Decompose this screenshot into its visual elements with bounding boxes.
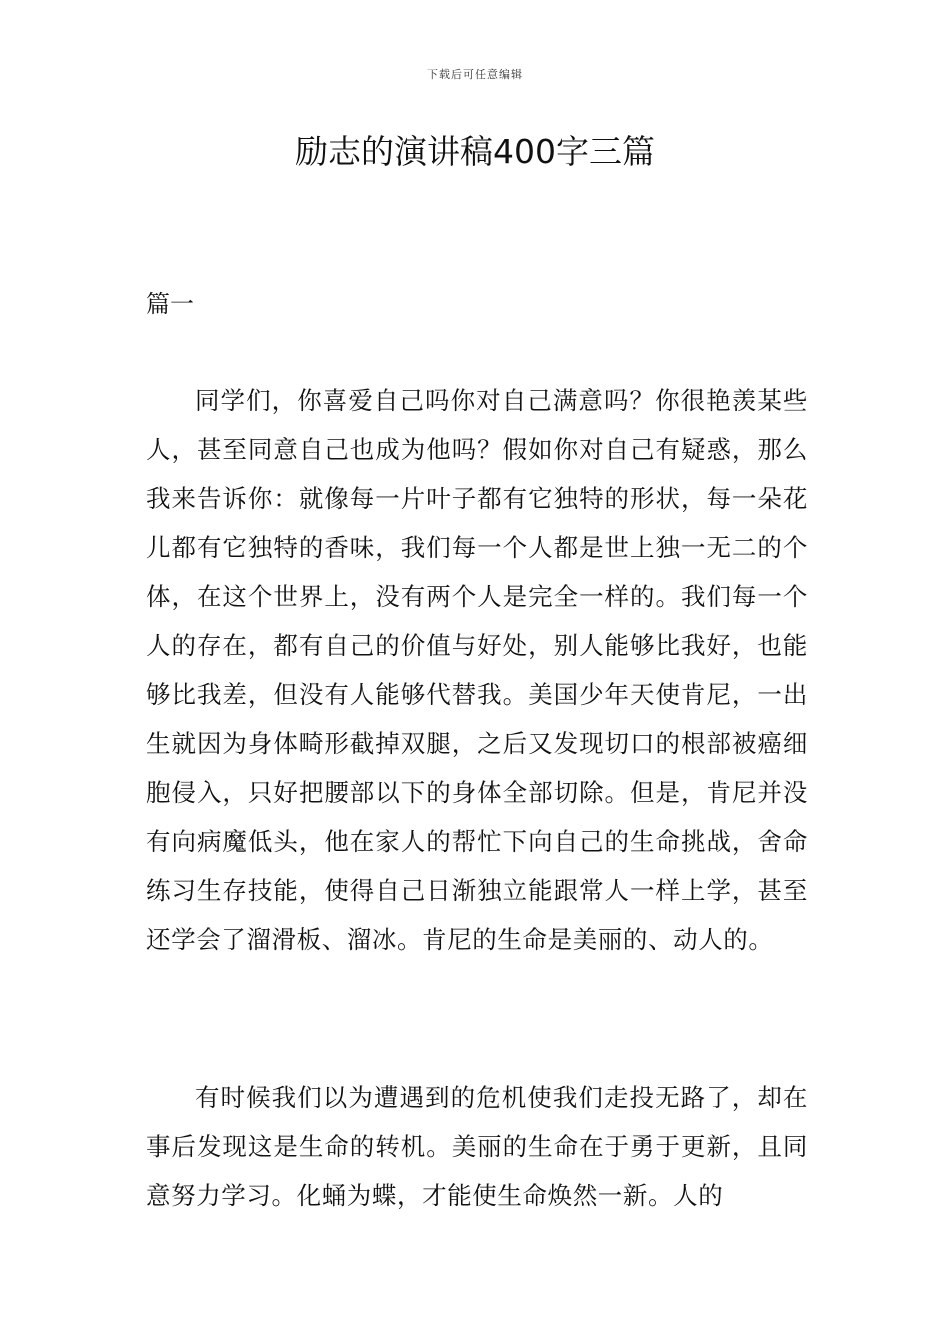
- document-title: 励志的演讲稿400字三篇: [295, 132, 655, 171]
- body-paragraph: 有时候我们以为遭遇到的危机使我们走投无路了，却在事后发现这是生命的转机。美丽的生命在于勇于更新，且同意努力学习。化蛹为蝶，才能使生命焕然一新。人的: [146, 1083, 808, 1210]
- section-heading: 篇一: [146, 290, 194, 318]
- header-note: 下载后可任意编辑: [427, 68, 523, 81]
- body-paragraph: 同学们，你喜爱自己吗你对自己满意吗？你很艳羡某些人，甚至同意自己也成为他吗？假如你对自己有疑惑，那么我来告诉你：就像每一片叶子都有它独特的形状，每一朵花儿都有它独特的香味，我们每一个人都是世上独一无二的个体，在这个世界上，没有两个人是完全一样的。我们每一个人的存在，都有自己的价值与好处，别人能够比我好，也能够比我差，但没有人能够代替我。美国少年天使肯尼，一出生就因为身体畸形截掉双腿，之后又发现切口的根部被癌细胞侵入，只好把腰部以下的身体全部切除。但是，肯尼并没有向病魔低头，他在家人的帮忙下向自己的生命挑战，舍命练习生存技能，使得自己日渐独立能跟常人一样上学，甚至还学会了溜滑板、溜冰。肯尼的生命是美丽的、动人的。: [146, 386, 808, 954]
